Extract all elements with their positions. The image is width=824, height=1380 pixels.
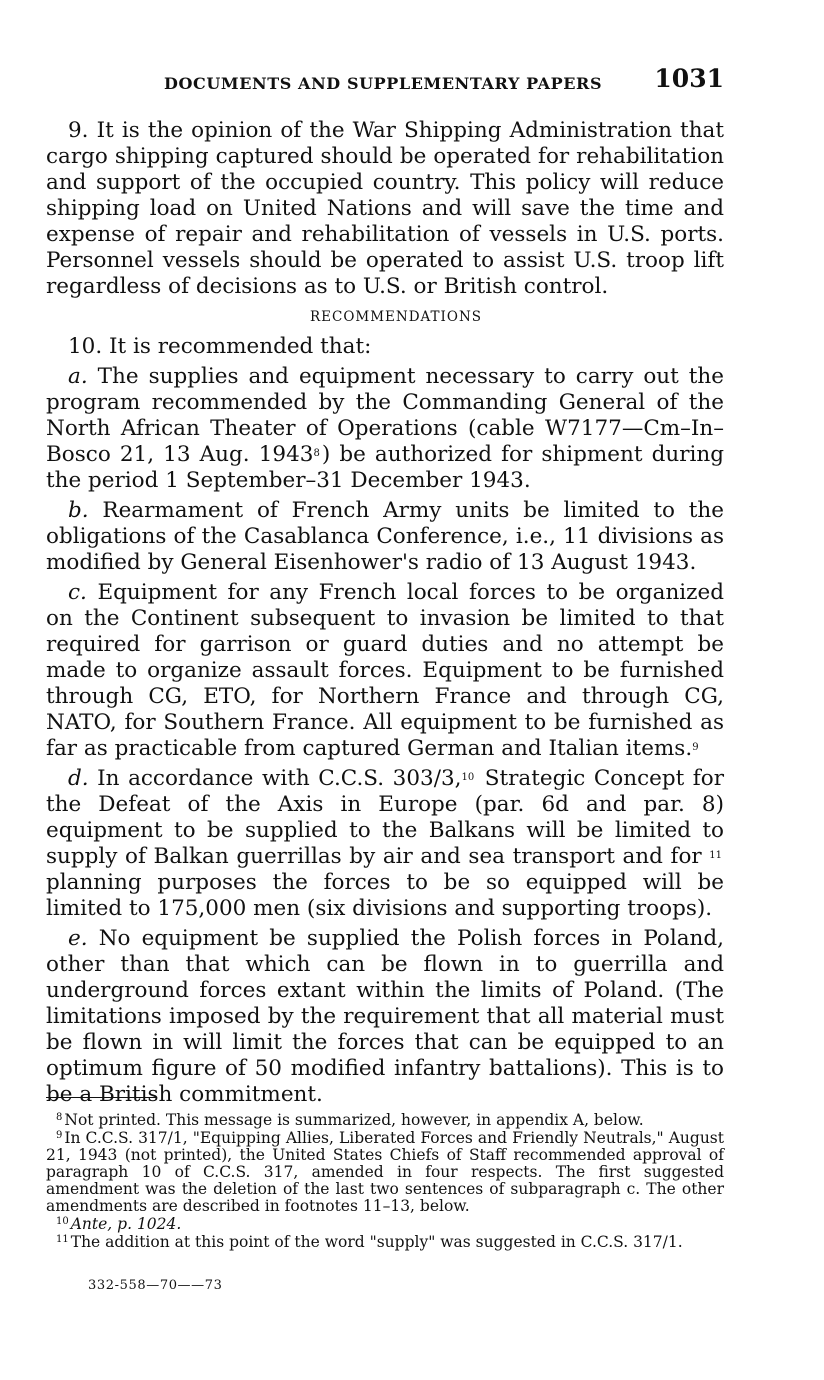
item-text-end: planning purposes the forces to be so equipped will be limited to 175,000 men (six divisions and supporting troops).: [46, 870, 724, 921]
document-page: [46, 0, 724, 1380]
footnote-ref: 8: [313, 448, 320, 459]
page-number: 1031: [654, 64, 724, 93]
footnote-text: In C.C.S. 317/1, "Equipping Allies, Liberated Forces and Friendly Neutrals," August 21, 1943 (not printed), the United States Chiefs of Staff recommended approval of paragraph 10 of C.C.S. 317, amended in four respects. The first suggested amendment was the deletion of the last two sentences of subparagraph c. The other amendments are described in footnotes 11–13, below.: [46, 1129, 724, 1215]
footnote-mark: 9: [56, 1130, 63, 1141]
running-head: [46, 64, 724, 104]
footnote-8: [46, 1112, 724, 1129]
item-text: Equipment for any French local forces to be organized on the Continent subsequent to invasion be limited to that required for garrison or guard duties and no attempt be made to organize assault forces. Equipment to be furnished through CG, ETO, for Northern France and through CG, NATO, for Southern France. All equipment to be furnished as far as practicable from captured German and Italian items.: [46, 580, 724, 761]
running-title: DOCUMENTS AND SUPPLEMENTARY PAPERS: [164, 74, 603, 93]
body-text: [46, 118, 724, 1112]
recommendation-a: [46, 364, 724, 494]
footnote-9: [46, 1130, 724, 1215]
paragraph-10-intro: 10. It is recommended that:: [68, 334, 372, 359]
recommendation-e: [46, 926, 724, 1108]
item-text: In accordance with C.C.S. 303/3,: [88, 766, 462, 791]
footnote-ref: 11: [709, 850, 722, 861]
item-text: The supplies and equipment necessary to carry out the program recommended by the Commanding General of the North African Theater of Operations (cable W7177—Cm–In–Bosco 21, 13 Aug. 1943: [46, 364, 724, 467]
footnote-10: [46, 1216, 724, 1233]
footnote-11: [46, 1234, 724, 1251]
footnote-text: The addition at this point of the word "supply" was suggested in C.C.S. 317/1.: [70, 1233, 683, 1251]
paragraph-9: 9. It is the opinion of the War Shipping Administration that cargo shipping captured should be operated for rehabilitation and support of the occupied country. This policy will reduce shipping load on United Nations and will save the time and expense of repair and rehabilitation of vessels in U.S. ports. Personnel vessels should be operated to assist U.S. troop lift regardless of decisions as to U.S. or British control.: [46, 118, 724, 299]
footnote-divider: [46, 1097, 156, 1098]
footnote-ref: 10: [461, 772, 475, 783]
printer-imprint: 332-558—70——73: [88, 1278, 223, 1293]
recommendation-d: [46, 766, 724, 922]
item-letter: e.: [68, 926, 88, 951]
item-letter: b.: [68, 498, 89, 523]
footnote-ref: 9: [692, 742, 699, 753]
item-text-cont: Strategic Concept for the Defeat of the Axis in Europe (par. 6d and par. 8) equipment to be supplied to the Balkans will be limited to supply of Balkan guerrillas by air and sea transport and for: [46, 766, 724, 869]
item-letter: c.: [68, 580, 87, 605]
item-text: No equipment be supplied the Polish forces in Poland, other than that which can be flown in to guerrilla and underground forces extant within the limits of Poland. (The limitations imposed by the requirement that all material must be flown in will limit the forces that can be equipped to an optimum figure of 50 modified infantry battalions). This is to be a British commitment.: [46, 926, 724, 1107]
footnote-mark: 11: [56, 1234, 69, 1245]
item-text: Rearmament of French Army units be limited to the obligations of the Casablanca Conference, i.e., 11 divisions as modified by General Eisenhower's radio of 13 August 1943.: [46, 498, 724, 575]
recommendation-c: [46, 580, 724, 762]
footnote-text: Not printed. This message is summarized, however, in appendix A, below.: [64, 1111, 644, 1129]
section-heading: RECOMMENDATIONS: [309, 309, 483, 325]
recommendation-b: [46, 498, 724, 576]
item-letter: d.: [68, 766, 89, 791]
footnotes: [46, 1112, 724, 1252]
item-letter: a.: [68, 364, 88, 389]
footnote-text: Ante, p. 1024.: [70, 1215, 182, 1233]
footnote-mark: 8: [56, 1112, 63, 1123]
item-text-cont: ) be authorized for shipment during the period 1 September–31 December 1943.: [46, 442, 724, 493]
footnote-mark: 10: [56, 1216, 69, 1227]
